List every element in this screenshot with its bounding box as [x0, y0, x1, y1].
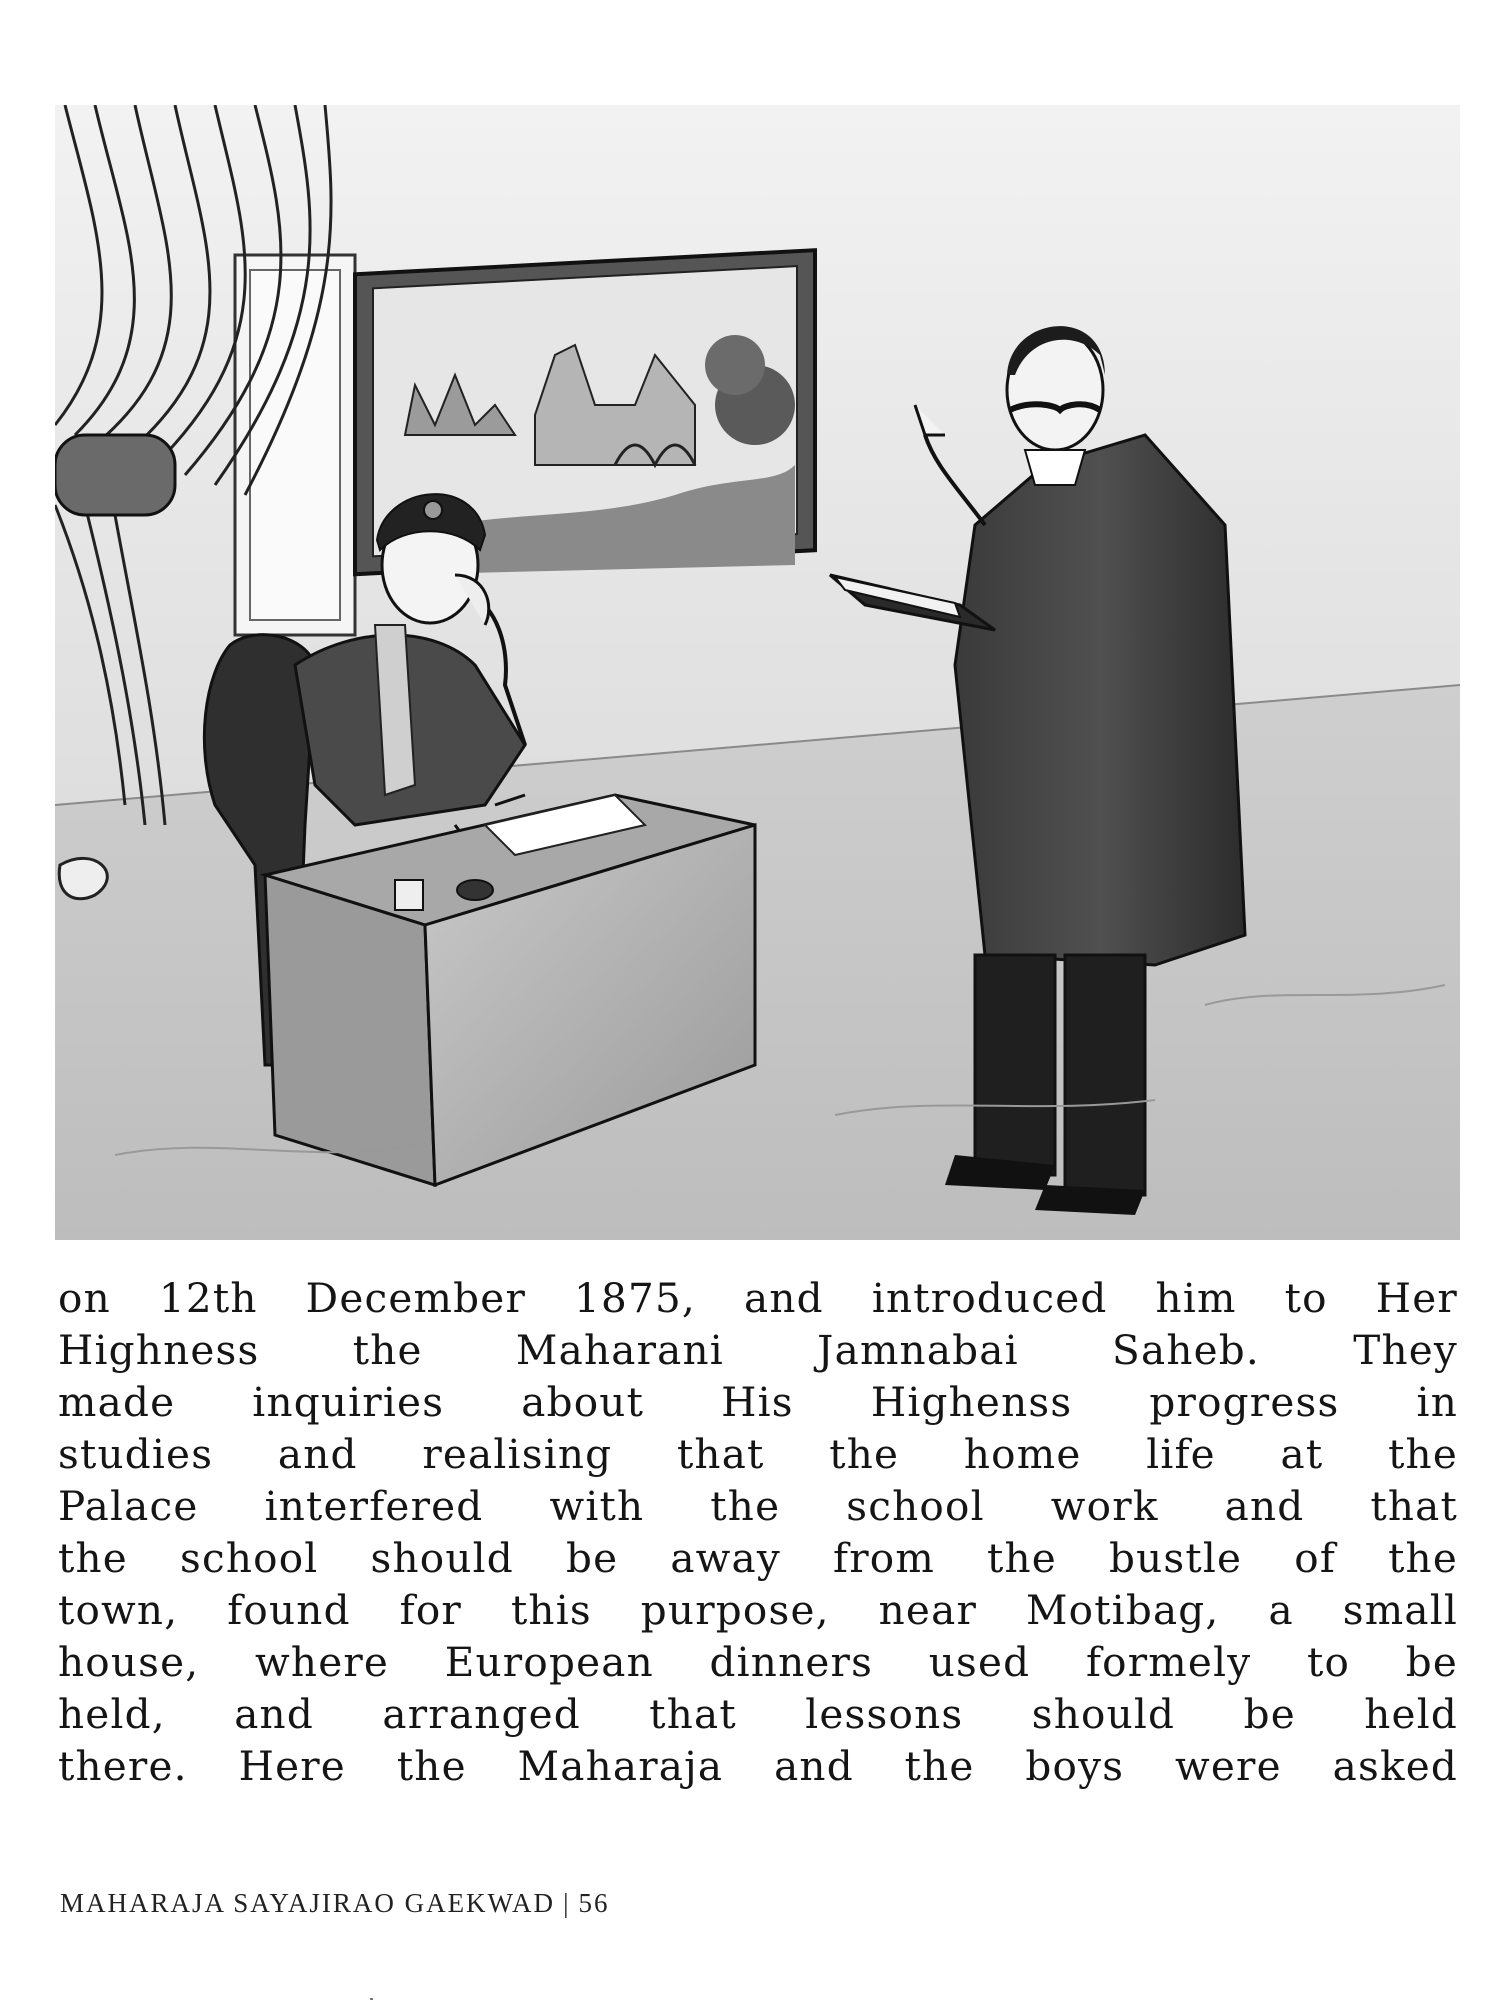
text-line: there. Here the Maharaja and the boys were asked	[58, 1742, 1458, 1790]
footer-separator: |	[563, 1888, 571, 1918]
body-paragraph	[58, 1272, 1458, 1792]
text-line: Highness the Maharani Jamnabai Saheb. They	[58, 1326, 1458, 1374]
book-title: MAHARAJA SAYAJIRAO GAEKWAD	[60, 1888, 556, 1918]
text-line: house, where European dinners used formely to be	[58, 1638, 1458, 1686]
text-line: studies and realising that the home life at the	[58, 1430, 1458, 1478]
text-line: town, found for this purpose, near Motibag, a small	[58, 1586, 1458, 1634]
page-footer	[60, 1888, 609, 1919]
text-line: held, and arranged that lessons should be held	[58, 1690, 1458, 1738]
curtain-tie	[55, 435, 175, 515]
text-line: Palace interfered with the school work and that	[58, 1482, 1458, 1530]
illustration	[55, 105, 1460, 1240]
text-line: on 12th December 1875, and introduced him to Her	[58, 1274, 1458, 1322]
text-line: made inquiries about His Highenss progress in	[58, 1378, 1458, 1426]
illustration-drawing	[55, 105, 1460, 1240]
page-number: 56	[578, 1888, 610, 1918]
text-line: the school should be away from the bustle of the	[58, 1534, 1458, 1582]
